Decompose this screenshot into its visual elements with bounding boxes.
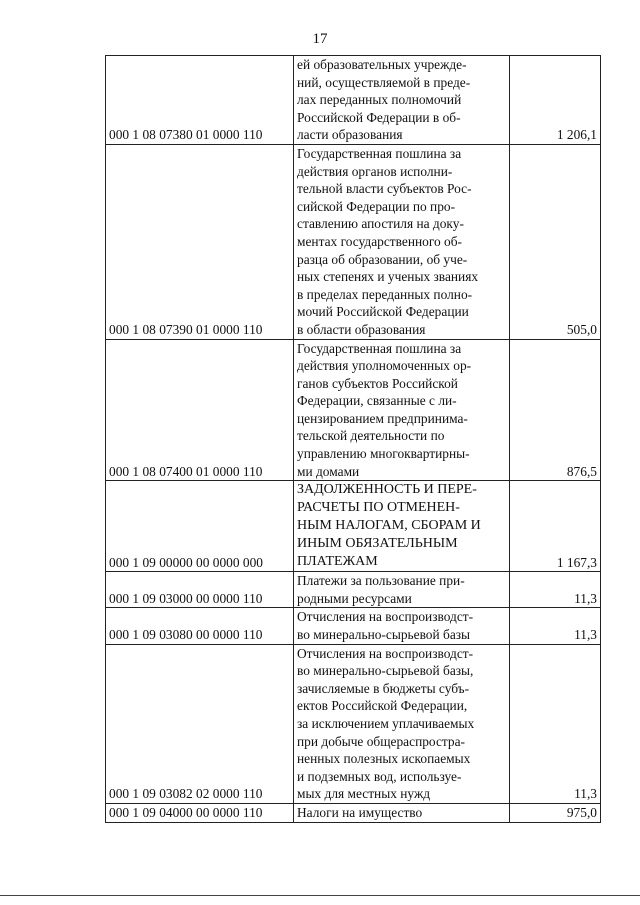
- table-row: [106, 803, 601, 822]
- revenue-item-name: Государственная пошлина за действия уполномоченных ор- ганов субъектов Российской Федерации, связанные с ли- цензированием предпринима- тельской деятельности по управлению многоквартирны- ми домами: [294, 339, 510, 481]
- revenue-item-name: Платежи за пользование при- родными ресурсами: [294, 572, 510, 608]
- revenue-amount: 1 206,1: [510, 56, 601, 145]
- revenue-item-name: Отчисления на воспроизводст- во минерально-сырьевой базы, зачисляемые в бюджеты субъ- ектов Российской Федерации, за исключением уплачиваемых при добыче общераспростра- ненных полезных ископаемых и подземных вод, используе- мых для местных нужд: [294, 644, 510, 803]
- table-row: [106, 339, 601, 481]
- table-row: [106, 572, 601, 608]
- table-row: [106, 56, 601, 145]
- revenue-item-name: ей образовательных учрежде- ний, осуществляемой в преде- лах переданных полномочий Российской Федерации в об- ласти образования: [294, 56, 510, 145]
- revenue-amount: 11,3: [510, 644, 601, 803]
- budget-classification-code: 000 1 09 04000 00 0000 110: [106, 803, 294, 822]
- budget-revenue-table: [105, 55, 601, 823]
- table-row: [106, 608, 601, 644]
- table-row: [106, 144, 601, 339]
- budget-classification-code: 000 1 08 07400 01 0000 110: [106, 339, 294, 481]
- revenue-amount: 505,0: [510, 144, 601, 339]
- revenue-item-name: Отчисления на воспроизводст- во минерально-сырьевой базы: [294, 608, 510, 644]
- budget-classification-code: 000 1 08 07390 01 0000 110: [106, 144, 294, 339]
- revenue-amount: 11,3: [510, 572, 601, 608]
- table-row: [106, 481, 601, 572]
- budget-classification-code: 000 1 09 03080 00 0000 110: [106, 608, 294, 644]
- budget-classification-code: 000 1 09 03082 02 0000 110: [106, 644, 294, 803]
- revenue-amount: 1 167,3: [510, 481, 601, 572]
- page-bottom-divider: [0, 895, 640, 896]
- table-row: [106, 644, 601, 803]
- budget-classification-code: 000 1 08 07380 01 0000 110: [106, 56, 294, 145]
- revenue-amount: 975,0: [510, 803, 601, 822]
- revenue-amount: 11,3: [510, 608, 601, 644]
- revenue-item-name: Государственная пошлина за действия органов исполни- тельной власти субъектов Рос- сийской Федерации по про- ставлению апостиля на доку- ментах государственного об- разца об образовании, об уче- ных степенях и ученых званиях в пределах переданных полно- мочий Российской Федерации в области образования: [294, 144, 510, 339]
- revenue-section-heading: ЗАДОЛЖЕННОСТЬ И ПЕРЕ- РАСЧЕТЫ ПО ОТМЕНЕН- НЫМ НАЛОГАМ, СБОРАМ И ИНЫМ ОБЯЗАТЕЛЬНЫМ ПЛАТЕЖАМ: [294, 481, 510, 572]
- revenue-item-name: Налоги на имущество: [294, 803, 510, 822]
- budget-classification-code: 000 1 09 00000 00 0000 000: [106, 481, 294, 572]
- revenue-amount: 876,5: [510, 339, 601, 481]
- budget-classification-code: 000 1 09 03000 00 0000 110: [106, 572, 294, 608]
- page-number: 17: [312, 31, 328, 47]
